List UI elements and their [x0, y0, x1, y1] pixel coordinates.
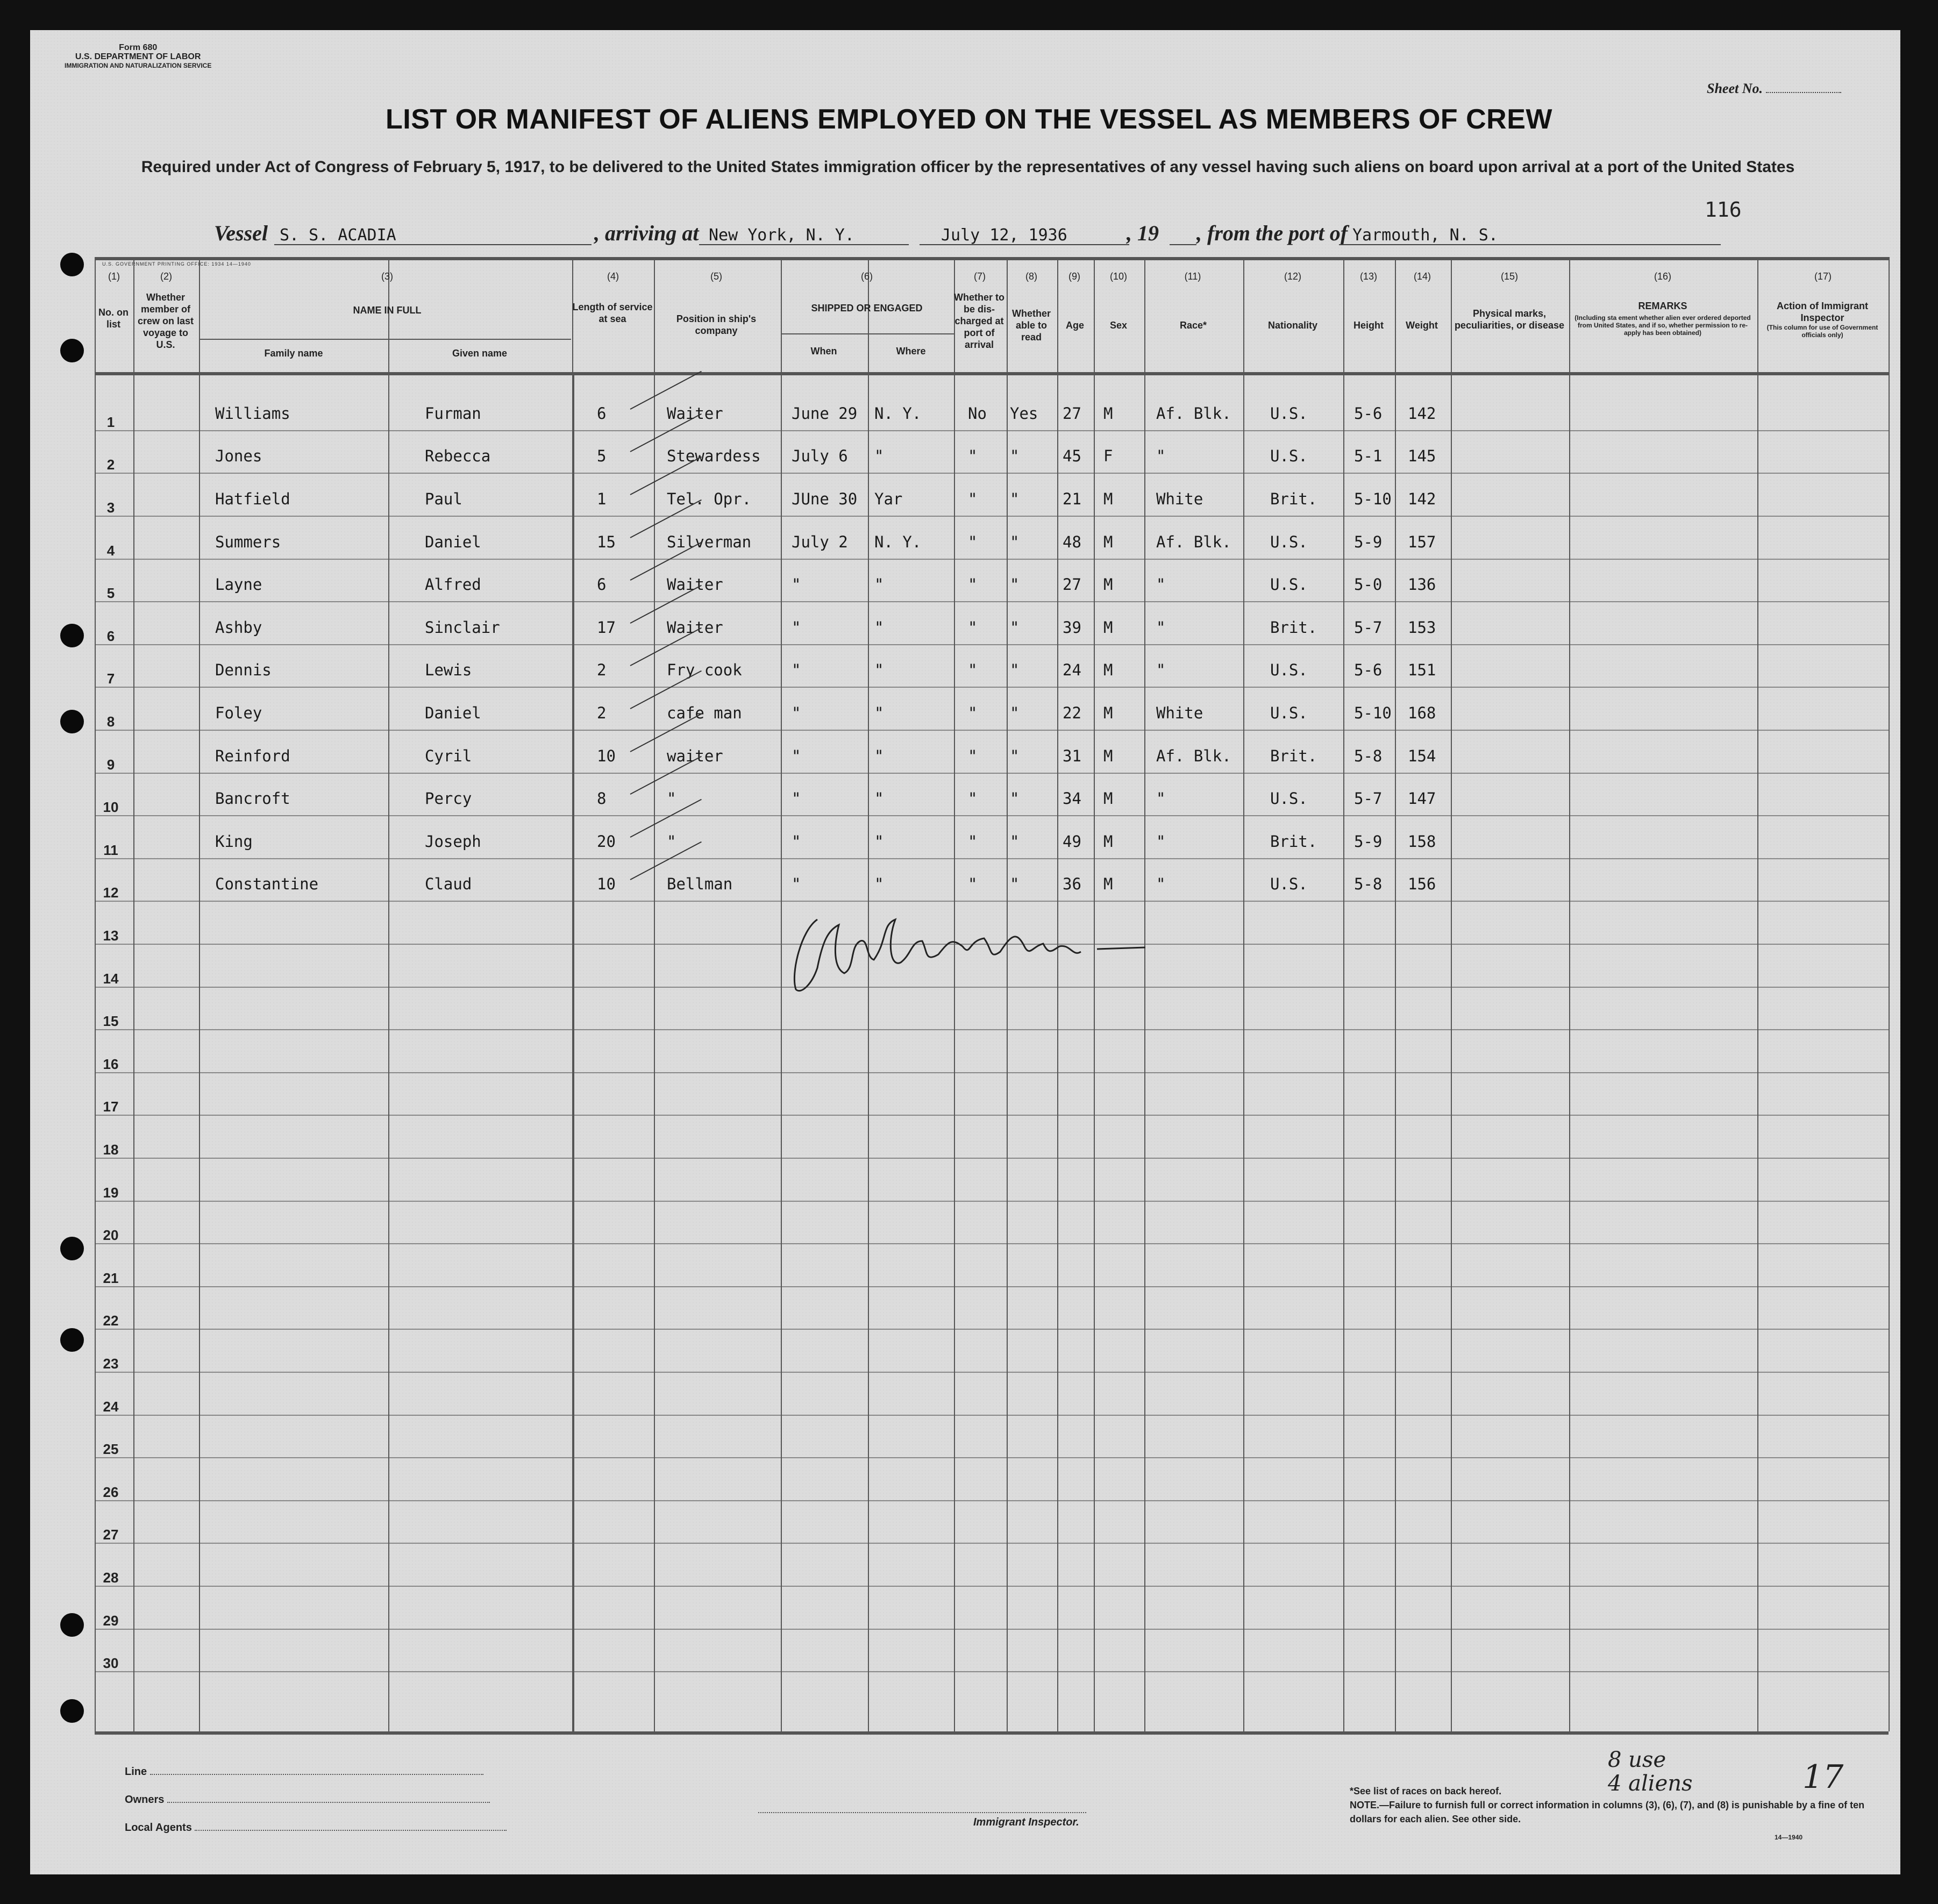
cell-race: White [1156, 704, 1203, 722]
cell-shipped-when: JUne 30 [792, 490, 858, 508]
cell-age: 22 [1063, 704, 1081, 722]
cell-family-name: Foley [215, 704, 262, 722]
cell-sex: M [1103, 490, 1113, 508]
row-number: 9 [106, 757, 115, 773]
cell-discharged: " [968, 832, 978, 851]
cell-discharged: " [968, 875, 978, 893]
cell-able-to-read: Yes [1010, 404, 1038, 423]
column-number: (12) [1284, 271, 1301, 282]
arriving-label: , arriving at [594, 221, 699, 245]
cell-height: 5-7 [1354, 789, 1383, 808]
cell-weight: 151 [1408, 661, 1436, 679]
owners-field [125, 1794, 490, 1806]
cell-sex: M [1103, 618, 1113, 637]
header-action: Action of Immigrant Inspector [1777, 301, 1868, 323]
cell-discharged: " [968, 661, 978, 679]
row-number: 29 [103, 1613, 119, 1629]
cell-shipped-where: " [874, 789, 884, 808]
service-name: IMMIGRATION AND NATURALIZATION SERVICE [65, 62, 212, 69]
column-number: (16) [1654, 271, 1671, 282]
cell-weight: 157 [1408, 533, 1436, 551]
cell-position: Waiter [667, 404, 723, 423]
cell-weight: 156 [1408, 875, 1436, 893]
row-number: 14 [103, 971, 119, 987]
cell-shipped-where: N. Y. [874, 404, 922, 423]
cell-family-name: Ashby [215, 618, 262, 637]
cell-nationality: Brit. [1270, 618, 1317, 637]
cell-shipped-where: Yar [874, 490, 903, 508]
cell-shipped-where: " [874, 618, 884, 637]
column-number: (11) [1184, 271, 1201, 282]
cell-family-name: Layne [215, 575, 262, 594]
binder-hole [60, 1328, 84, 1352]
cell-sex: M [1103, 832, 1113, 851]
cell-family-name: Reinford [215, 747, 290, 765]
cell-sex: M [1103, 661, 1113, 679]
cell-sex: F [1103, 447, 1113, 465]
column-number: (2) [160, 271, 172, 282]
header-action-note: (This column for use of Government officials only) [1766, 324, 1878, 339]
column-number: (15) [1500, 271, 1518, 282]
cell-nationality: U.S. [1270, 404, 1308, 423]
cell-height: 5-8 [1354, 747, 1383, 765]
cell-given-name: Lewis [425, 661, 472, 679]
cell-discharged: " [968, 747, 978, 765]
cell-length-of-service: 8 [597, 789, 607, 808]
cell-able-to-read: " [1010, 747, 1020, 765]
cell-position: Waiter [667, 575, 723, 594]
cell-position: Bellman [667, 875, 733, 893]
header-physical-marks: Physical marks, peculiarities, or disease [1454, 308, 1565, 331]
cell-discharged: " [968, 704, 978, 722]
cell-age: 34 [1063, 789, 1081, 808]
cell-sex: M [1103, 789, 1113, 808]
row-number: 7 [106, 671, 115, 687]
cell-able-to-read: " [1010, 490, 1020, 508]
header-shipped-or-engaged: SHIPPED OR ENGAGED [811, 303, 923, 313]
cell-able-to-read: " [1010, 618, 1020, 637]
cell-discharged: No [968, 404, 987, 423]
immigrant-inspector-label: Immigrant Inspector. [973, 1816, 1079, 1828]
cell-age: 24 [1063, 661, 1081, 679]
row-number: 19 [103, 1185, 119, 1201]
cell-shipped-where: " [874, 704, 884, 722]
cell-given-name: Furman [425, 404, 481, 423]
cell-family-name: King [215, 832, 253, 851]
row-number: 24 [103, 1399, 119, 1415]
cell-position: cafe man [667, 704, 742, 722]
cell-length-of-service: 1 [597, 490, 607, 508]
cell-age: 21 [1063, 490, 1081, 508]
column-number: (1) [108, 271, 120, 282]
cell-family-name: Jones [215, 447, 262, 465]
cell-weight: 142 [1408, 490, 1436, 508]
row-number: 2 [106, 457, 115, 473]
cell-family-name: Hatfield [215, 490, 290, 508]
cell-age: 49 [1063, 832, 1081, 851]
arriving-port: New York, N. Y. [709, 226, 854, 245]
cell-family-name: Dennis [215, 661, 272, 679]
cell-discharged: " [968, 533, 978, 551]
binder-hole [60, 1613, 84, 1637]
cell-height: 5-1 [1354, 447, 1383, 465]
cell-sex: M [1103, 704, 1113, 722]
cell-shipped-when: " [792, 789, 801, 808]
binder-hole [60, 1237, 84, 1260]
cell-shipped-when: " [792, 661, 801, 679]
cell-length-of-service: 2 [597, 704, 607, 722]
cell-able-to-read: " [1010, 661, 1020, 679]
binder-hole [60, 624, 84, 647]
binder-hole [60, 253, 84, 276]
column-number: (3) [381, 271, 393, 282]
cell-race: " [1156, 789, 1166, 808]
column-number: (6) [861, 271, 873, 282]
cell-discharged: " [968, 447, 978, 465]
cell-length-of-service: 5 [597, 447, 607, 465]
cell-able-to-read: " [1010, 704, 1020, 722]
cell-shipped-when: " [792, 618, 801, 637]
cell-given-name: Alfred [425, 575, 481, 594]
cell-height: 5-9 [1354, 533, 1383, 551]
row-number: 3 [106, 500, 115, 516]
row-number: 11 [103, 842, 118, 858]
cell-position: waiter [667, 747, 723, 765]
cell-race: Af. Blk. [1156, 533, 1231, 551]
cell-position: Silverman [667, 533, 752, 551]
sheet-number-label: Sheet No. [1707, 81, 1763, 96]
cell-nationality: Brit. [1270, 832, 1317, 851]
cell-shipped-when: " [792, 747, 801, 765]
header-when: When [810, 346, 837, 356]
cell-able-to-read: " [1010, 875, 1020, 893]
row-number: 21 [103, 1270, 119, 1286]
cell-race: " [1156, 618, 1166, 637]
cell-able-to-read: " [1010, 575, 1020, 594]
binder-hole [60, 1699, 84, 1723]
column-number: (8) [1025, 271, 1037, 282]
column-number: (13) [1359, 271, 1377, 282]
cell-shipped-when: July 2 [792, 533, 848, 551]
cell-race: White [1156, 490, 1203, 508]
printer-line: U.S. GOVERNMENT PRINTING OFFICE: 1934 14—1940 [102, 261, 251, 267]
column-number: (14) [1413, 271, 1431, 282]
cell-position: Waiter [667, 618, 723, 637]
cell-shipped-when: " [792, 575, 801, 594]
cell-shipped-where: N. Y. [874, 533, 922, 551]
row-number: 5 [106, 585, 115, 601]
row-number: 20 [103, 1227, 119, 1243]
cell-length-of-service: 17 [597, 618, 616, 637]
header-no-on-list: No. on list [98, 307, 129, 330]
cell-shipped-when: June 29 [792, 404, 858, 423]
line-field [125, 1766, 483, 1778]
cell-weight: 142 [1408, 404, 1436, 423]
cell-nationality: U.S. [1270, 789, 1308, 808]
row-number: 8 [106, 714, 115, 730]
header-race: Race* [1179, 320, 1207, 331]
cell-shipped-when: " [792, 832, 801, 851]
cell-length-of-service: 2 [597, 661, 607, 679]
cell-able-to-read: " [1010, 447, 1020, 465]
cell-age: 31 [1063, 747, 1081, 765]
cell-sex: M [1103, 533, 1113, 551]
cell-weight: 158 [1408, 832, 1436, 851]
row-number: 28 [103, 1570, 119, 1586]
cell-age: 36 [1063, 875, 1081, 893]
cell-family-name: Bancroft [215, 789, 290, 808]
row-number: 26 [103, 1484, 119, 1500]
from-port: Yarmouth, N. S. [1352, 226, 1498, 245]
cell-position: " [667, 789, 676, 808]
fine-note: NOTE.—Failure to furnish full or correct information in columns (3), (6), (7), and (8) is punishable by a fine of ten dollars for each alien. See other side. [1350, 1800, 1865, 1824]
cell-nationality: Brit. [1270, 747, 1317, 765]
cell-sex: M [1103, 747, 1113, 765]
local-agents-label: Local Agents [125, 1822, 192, 1834]
cell-given-name: Daniel [425, 704, 481, 722]
cell-given-name: Sinclair [425, 618, 500, 637]
line-label: Line [125, 1766, 147, 1778]
column-number: (17) [1814, 271, 1832, 282]
handwritten-count: 17 [1802, 1758, 1844, 1796]
cell-height: 5-10 [1354, 704, 1392, 722]
cell-given-name: Cyril [425, 747, 472, 765]
cell-sex: M [1103, 875, 1113, 893]
races-note: *See list of races on back hereof. [1350, 1786, 1502, 1796]
form-identifier [65, 43, 211, 70]
cell-sex: M [1103, 575, 1113, 594]
cell-race: Af. Blk. [1156, 747, 1231, 765]
row-number: 17 [103, 1099, 119, 1115]
row-number: 27 [103, 1527, 119, 1543]
cell-shipped-where: " [874, 747, 884, 765]
row-number: 25 [103, 1441, 119, 1457]
cell-race: " [1156, 832, 1166, 851]
sheet-number-field [1707, 81, 1841, 97]
vessel-label: Vessel [214, 221, 268, 245]
header-sex: Sex [1109, 320, 1128, 331]
row-number: 4 [106, 543, 115, 559]
cell-family-name: Williams [215, 404, 290, 423]
local-agents-field [125, 1822, 507, 1834]
header-nationality: Nationality [1267, 320, 1317, 331]
row-number: 30 [103, 1655, 119, 1671]
header-able-to-read: Whether able to read [1012, 308, 1051, 343]
handwritten-note-aliens: 4 aliens [1608, 1771, 1693, 1796]
cell-shipped-when: July 6 [792, 447, 848, 465]
cell-position: Stewardess [667, 447, 761, 465]
cell-weight: 147 [1408, 789, 1436, 808]
row-number: 13 [103, 928, 119, 944]
cell-given-name: Joseph [425, 832, 481, 851]
cell-height: 5-10 [1354, 490, 1392, 508]
header-weight: Weight [1406, 320, 1438, 331]
cell-nationality: U.S. [1270, 704, 1308, 722]
cell-age: 27 [1063, 575, 1081, 594]
cell-able-to-read: " [1010, 832, 1020, 851]
cell-race: " [1156, 875, 1166, 893]
cell-height: 5-7 [1354, 618, 1383, 637]
header-where: Where [896, 346, 926, 356]
cell-discharged: " [968, 789, 978, 808]
cell-shipped-where: " [874, 575, 884, 594]
owners-label: Owners [125, 1794, 165, 1806]
cell-age: 39 [1063, 618, 1081, 637]
cell-length-of-service: 10 [597, 875, 616, 893]
header-family-name: Family name [264, 348, 323, 359]
cell-race: " [1156, 575, 1166, 594]
cell-shipped-where: " [874, 875, 884, 893]
row-number: 15 [103, 1013, 119, 1029]
cell-shipped-where: " [874, 832, 884, 851]
header-height: Height [1353, 320, 1384, 331]
cell-family-name: Constantine [215, 875, 319, 893]
cell-height: 5-9 [1354, 832, 1383, 851]
cell-shipped-when: " [792, 704, 801, 722]
row-number: 22 [103, 1313, 119, 1329]
row-number: 1 [106, 414, 115, 430]
header-name-in-full: NAME IN FULL [353, 305, 422, 316]
column-number: (4) [607, 271, 619, 282]
cell-shipped-when: " [792, 875, 801, 893]
cell-weight: 154 [1408, 747, 1436, 765]
cell-length-of-service: 10 [597, 747, 616, 765]
cell-length-of-service: 6 [597, 575, 607, 594]
column-number: (7) [974, 271, 986, 282]
cell-height: 5-6 [1354, 661, 1383, 679]
arrival-date: July 12, 1936 [941, 226, 1067, 245]
cell-shipped-where: " [874, 447, 884, 465]
row-number: 16 [103, 1056, 119, 1072]
header-given-name: Given name [452, 348, 508, 359]
cell-shipped-where: " [874, 661, 884, 679]
cell-discharged: " [968, 490, 978, 508]
cell-given-name: Paul [425, 490, 462, 508]
cell-age: 48 [1063, 533, 1081, 551]
column-number: (10) [1109, 271, 1127, 282]
cell-given-name: Rebecca [425, 447, 491, 465]
column-number: (9) [1068, 271, 1080, 282]
department-name: U.S. DEPARTMENT OF LABOR [75, 52, 201, 61]
column-number: (5) [710, 271, 722, 282]
cell-able-to-read: " [1010, 533, 1020, 551]
header-remarks: REMARKS [1638, 301, 1687, 311]
cell-height: 5-6 [1354, 404, 1383, 423]
cell-given-name: Percy [425, 789, 472, 808]
cell-age: 27 [1063, 404, 1081, 423]
cell-weight: 168 [1408, 704, 1436, 722]
row-number: 12 [103, 885, 119, 901]
from-port-label: , from the port of [1196, 221, 1348, 245]
header-age: Age [1065, 320, 1084, 331]
cell-position: Fry cook [667, 661, 742, 679]
cell-race: " [1156, 661, 1166, 679]
binder-hole [60, 710, 84, 733]
cell-given-name: Daniel [425, 533, 481, 551]
cell-weight: 153 [1408, 618, 1436, 637]
cell-position: Tel. Opr. [667, 490, 752, 508]
cell-weight: 136 [1408, 575, 1436, 594]
cell-given-name: Claud [425, 875, 472, 893]
inspector-signature [780, 909, 1167, 1000]
header-remarks-note: (Including sta ement whether alien ever ordered deported from United States, and if so, whether permission to re-apply has been obtained) [1574, 314, 1751, 337]
cell-height: 5-0 [1354, 575, 1383, 594]
cell-family-name: Summers [215, 533, 281, 551]
header-position: Position in ship's company [676, 313, 757, 336]
cell-position: " [667, 832, 676, 851]
form-code: 14—1940 [1775, 1834, 1803, 1841]
cell-age: 45 [1063, 447, 1081, 465]
row-number: 23 [103, 1356, 119, 1372]
cell-nationality: U.S. [1270, 661, 1308, 679]
cell-length-of-service: 15 [597, 533, 616, 551]
cell-nationality: U.S. [1270, 875, 1308, 893]
row-number: 6 [106, 628, 115, 644]
stamped-page-number: 116 [1705, 198, 1742, 222]
vessel-name: S. S. ACADIA [280, 226, 396, 245]
cell-race: " [1156, 447, 1166, 465]
header-discharged: Whether to be dis-charged at port of arrival [954, 292, 1004, 350]
cell-length-of-service: 6 [597, 404, 607, 423]
cell-height: 5-8 [1354, 875, 1383, 893]
header-member-of-crew: Whether member of crew on last voyage to U.S. [137, 292, 194, 350]
form-number: Form 680 [119, 43, 158, 52]
cell-able-to-read: " [1010, 789, 1020, 808]
cell-length-of-service: 20 [597, 832, 616, 851]
cell-discharged: " [968, 575, 978, 594]
row-number: 10 [103, 799, 119, 815]
cell-discharged: " [968, 618, 978, 637]
row-number: 18 [103, 1142, 119, 1158]
cell-race: Af. Blk. [1156, 404, 1231, 423]
header-length-of-service: Length of service at sea [572, 302, 653, 324]
cell-sex: M [1103, 404, 1113, 423]
binder-hole [60, 339, 84, 362]
cell-nationality: Brit. [1270, 490, 1317, 508]
cell-nationality: U.S. [1270, 533, 1308, 551]
cell-nationality: U.S. [1270, 447, 1308, 465]
cell-nationality: U.S. [1270, 575, 1308, 594]
cell-weight: 145 [1408, 447, 1436, 465]
page-subtitle: Required under Act of Congress of February 5, 1917, to be delivered to the United States immigration officer by the representatives of any vessel having such aliens on board upon arrival at a port of the United States [141, 158, 1795, 176]
page-title: LIST OR MANIFEST OF ALIENS EMPLOYED ON THE VESSEL AS MEMBERS OF CREW [386, 104, 1552, 135]
handwritten-note-use: 8 use [1608, 1748, 1666, 1772]
year-label: , 19 [1127, 221, 1159, 245]
